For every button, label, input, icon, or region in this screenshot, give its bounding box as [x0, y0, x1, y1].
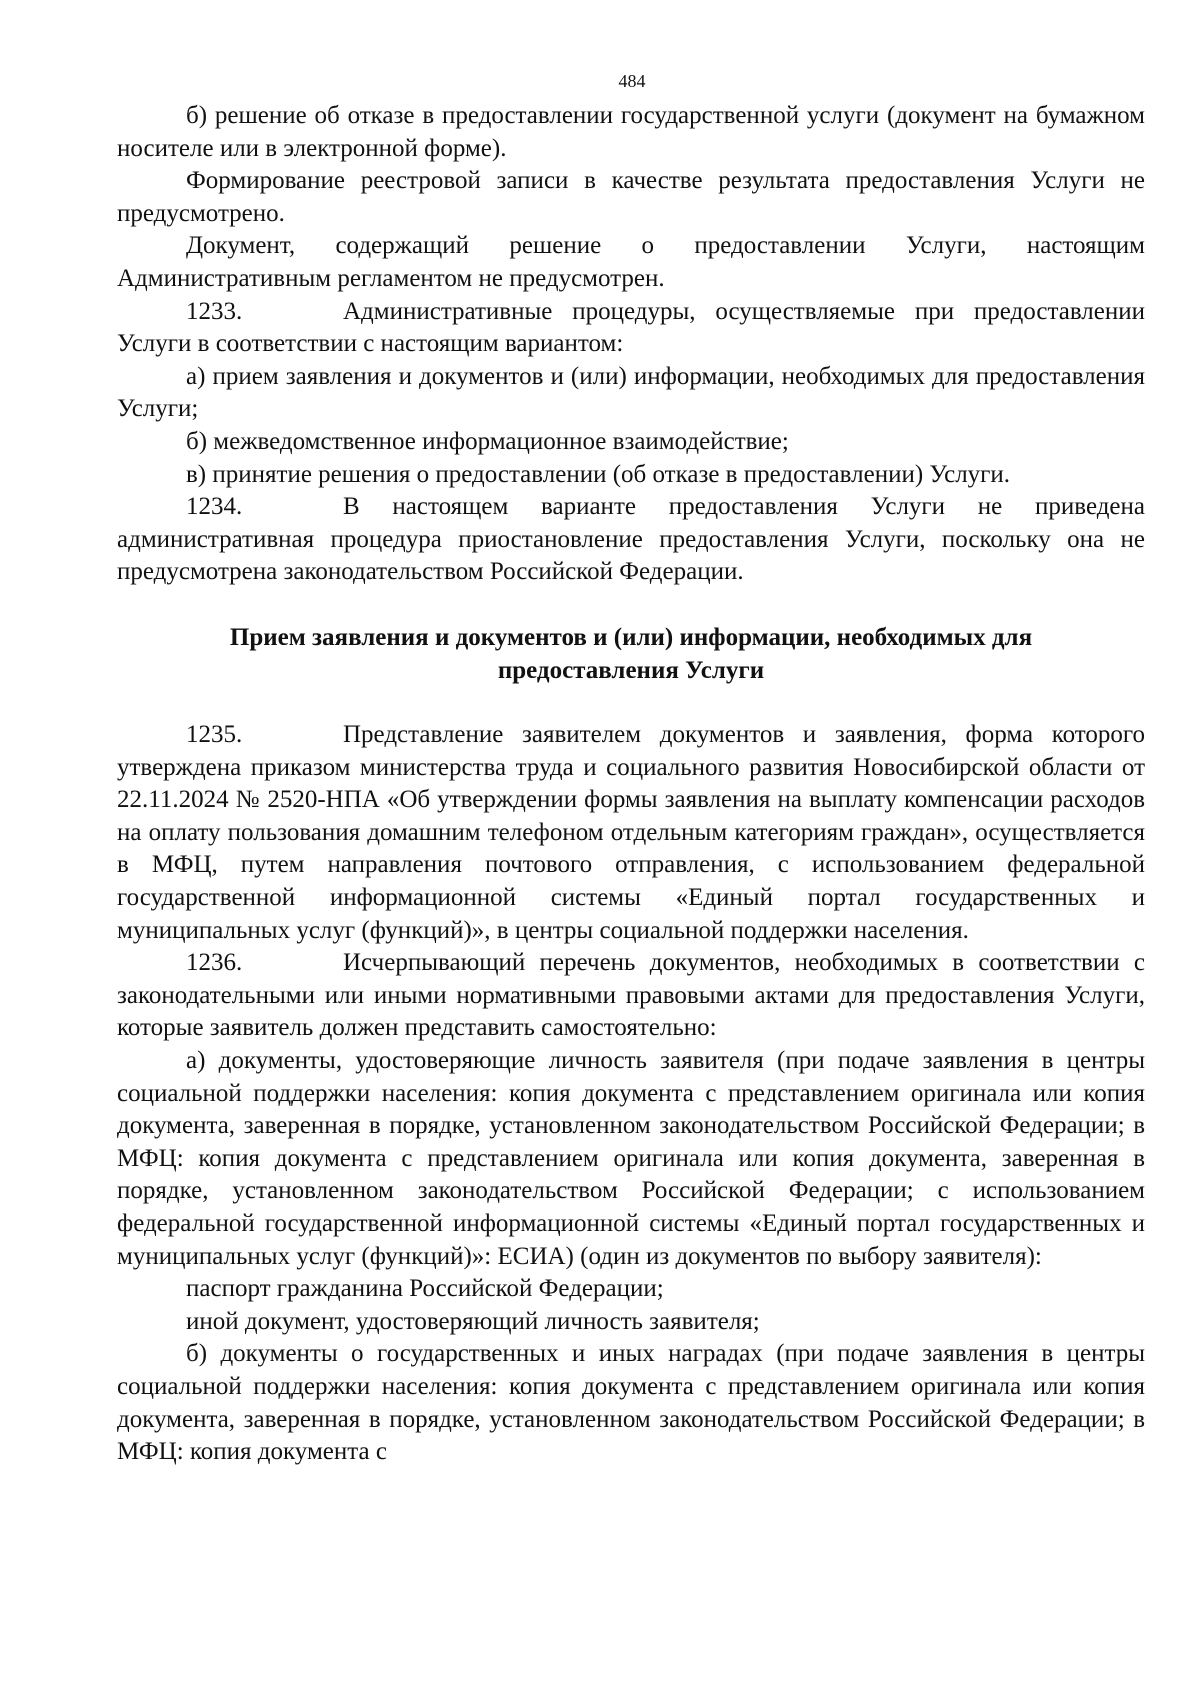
paragraph-text: б) документы о государственных и иных наградах (при подаче заявления в центры социальной поддержки населения: копия документа с представлением оригинала или копия документа, заверенная в порядке, установленном законодательством Российской Федерации; в МФЦ: копия документа с [117, 1340, 1145, 1466]
paragraph [117, 100, 1145, 165]
paragraph-text: Формирование реестровой записи в качестве результата предоставления Услуги не предусмотрено. [117, 167, 1145, 227]
paragraph-text: а) документы, удостоверяющие личность заявителя (при подаче заявления в центры социальной поддержки населения: копия документа с представлением оригинала или копия документа, заверенная в порядке, установленном законодательством Российской Федерации; в МФЦ: копия документа с представлением оригинала или копия документа, заверенная в порядке, установленном законодательством Российской Федерации; с использованием федеральной государственной информационной системы «Единый портал государственных и муниципальных услуг (функций)»: ЕСИА) (один из документов по выбору заявителя): [117, 1047, 1145, 1270]
page-number: 484 [618, 71, 646, 91]
numbered-paragraph [117, 947, 1145, 1045]
paragraph [117, 459, 1145, 492]
numbered-paragraph [117, 491, 1145, 589]
paragraph-text: в) принятие решения о предоставлении (об отказе в предоставлении) Услуги. [186, 460, 1011, 488]
paragraph-text: иной документ, удостоверяющий личность заявителя; [186, 1307, 760, 1335]
paragraph-text: Административные процедуры, осуществляемые при предоставлении Услуги в соответствии с настоящим вариантом: [117, 297, 1145, 358]
paragraph-text: Документ, содержащий решение о предоставлении Услуги, настоящим Административным регламентом не предусмотрен. [117, 232, 1145, 292]
paragraph [117, 361, 1145, 426]
numbered-paragraph [117, 719, 1145, 947]
paragraphs-top [117, 100, 1145, 589]
paragraph-text: а) прием заявления и документов и (или) информации, необходимых для предоставления Услуги; [117, 362, 1145, 423]
paragraph-number: 1233. [186, 297, 243, 325]
paragraph-number: 1236. [186, 949, 243, 977]
paragraph [117, 1306, 1145, 1339]
paragraph-text: б) решение об отказе в предоставлении государственной услуги (документ на бумажном носителе или в электронной форме). [117, 102, 1145, 162]
paragraph [117, 426, 1145, 459]
paragraph-number: 1234. [186, 493, 243, 521]
paragraphs-bottom [117, 719, 1145, 1469]
paragraph [117, 230, 1145, 295]
paragraph [117, 1338, 1145, 1468]
paragraph-text: Представление заявителем документов и заявления, форма которого утверждена приказом министерства труда и социального развития Новосибирской области от 22.11.2024 № 2520-НПА «Об утверждении формы заявления на выплату компенсации расходов на оплату пользования домашним телефоном отдельным категориям граждан», осуществляется в МФЦ, путем направления почтового отправления, с использованием федеральной государственной информационной системы «Единый портал государственных и муниципальных услуг (функций)», в центры социальной поддержки населения. [117, 721, 1145, 944]
section-heading [117, 622, 1145, 687]
paragraph [117, 1045, 1145, 1273]
section-heading-line-1: Прием заявления и документов и (или) информации, необходимых для [229, 623, 1033, 651]
paragraph-text: В настоящем варианте предоставления Услуги не приведена административная процедура приостановление предоставления Услуги, поскольку она не предусмотрена законодательством Российской Федерации. [117, 493, 1145, 586]
section-heading-line-2: предоставления Услуги [497, 656, 765, 684]
paragraph-text: Исчерпывающий перечень документов, необходимых в соответствии с законодательными или иными нормативными правовыми актами для предоставления Услуги, которые заявитель должен представить самостоятельно: [117, 949, 1145, 1042]
numbered-paragraph [117, 296, 1145, 361]
paragraph [117, 1273, 1145, 1306]
paragraph [117, 165, 1145, 230]
document-body [117, 100, 1145, 1469]
paragraph-text: паспорт гражданина Российской Федерации; [186, 1275, 664, 1303]
paragraph-text: б) межведомственное информационное взаимодействие; [186, 427, 789, 455]
paragraph-number: 1235. [186, 721, 243, 749]
